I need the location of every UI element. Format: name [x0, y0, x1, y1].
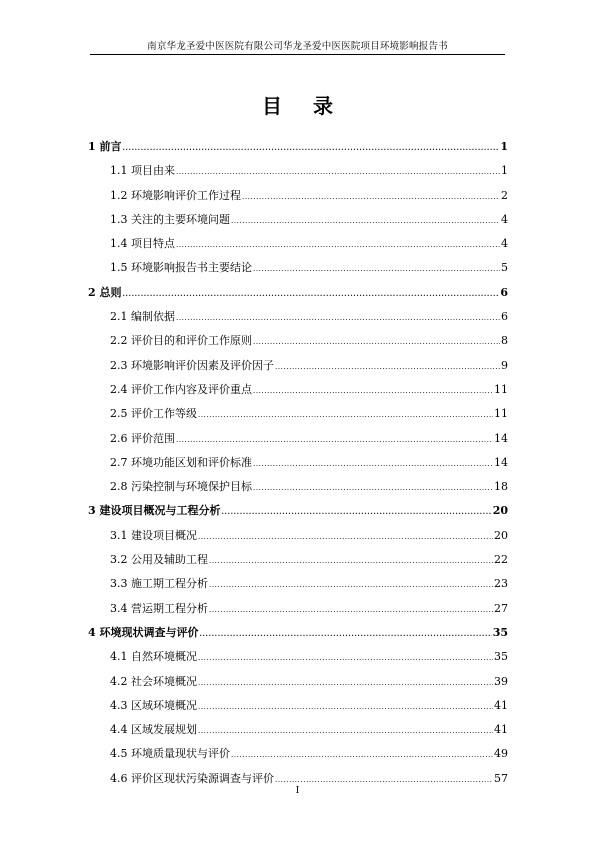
toc-dot-leader [209, 549, 493, 573]
toc-section-entry[interactable] [88, 742, 508, 766]
toc-entry-page: 41 [494, 698, 508, 712]
toc-dot-leader [176, 306, 500, 330]
toc-chapter-entry[interactable] [88, 135, 508, 159]
toc-dot-leader [231, 209, 500, 233]
toc-dot-leader [198, 403, 493, 427]
page-title: 目 录 [262, 94, 345, 118]
toc-entry-label: 2.5 评价工作等级 [110, 407, 197, 421]
toc-chapter-entry[interactable] [88, 621, 508, 645]
toc-section-entry[interactable] [88, 475, 508, 499]
toc-entry-label: 3 建设项目概况与工程分析 [88, 504, 221, 518]
toc-entry-page: 11 [494, 382, 508, 396]
toc-entry-label: 4.5 环境质量现状与评价 [110, 747, 230, 761]
toc-entry-label: 1 前言 [88, 140, 122, 153]
toc-section-entry[interactable] [88, 645, 508, 669]
toc-entry-label: 3.2 公用及辅助工程 [110, 553, 208, 567]
toc-entry-page: 2 [501, 188, 508, 202]
toc-entry-page: 4 [501, 237, 508, 251]
toc-section-entry[interactable] [88, 524, 508, 548]
toc-entry-page: 8 [501, 334, 508, 348]
toc-dot-leader [198, 719, 493, 743]
toc-entry-page: 27 [494, 601, 508, 615]
toc-section-entry[interactable] [88, 354, 508, 378]
toc-entry-label: 1.1 项目由来 [110, 164, 175, 178]
toc-entry-label: 3.4 营运期工程分析 [110, 601, 208, 615]
toc-dot-leader [198, 525, 493, 549]
toc-entry-page: 11 [494, 407, 508, 421]
toc-section-entry[interactable] [88, 159, 508, 183]
toc-entry-label: 2.7 环境功能区划和评价标准 [110, 455, 252, 469]
toc-entry-label: 2 总则 [88, 285, 122, 299]
toc-section-entry[interactable] [88, 378, 508, 402]
toc-section-entry[interactable] [88, 694, 508, 718]
toc-entry-label: 2.4 评价工作内容及评价重点 [110, 382, 252, 396]
toc-entry-page: 41 [494, 723, 508, 737]
toc-section-entry[interactable] [88, 572, 508, 596]
toc-entry-label: 2.3 环境影响评价因素及评价因子 [110, 358, 274, 372]
toc-entry-page: 49 [494, 747, 508, 761]
header-rule [90, 54, 505, 55]
running-header: 南京华龙圣爱中医医院有限公司华龙圣爱中医医院项目环境影响报告书 [147, 41, 448, 52]
toc-entry-page: 39 [494, 674, 508, 688]
toc-section-entry[interactable] [88, 718, 508, 742]
page-number: I [295, 786, 300, 796]
toc-dot-leader [253, 379, 493, 403]
toc-entry-page: 23 [494, 577, 508, 591]
toc-entry-label: 2.8 污染控制与环境保护目标 [110, 480, 252, 494]
toc-entry-page: 4 [501, 212, 508, 226]
toc-entry-page: 1 [500, 140, 508, 153]
toc-entry-page: 57 [494, 771, 508, 785]
toc-entry-label: 4.3 区域环境概况 [110, 698, 197, 712]
toc-section-entry[interactable] [88, 670, 508, 694]
toc-entry-page: 6 [501, 310, 508, 324]
toc-entry-label: 4.2 社会环境概况 [110, 674, 197, 688]
toc-section-entry[interactable] [88, 548, 508, 572]
toc-dot-leader [209, 598, 493, 622]
toc-entry-label: 1.3 关注的主要环境问题 [110, 212, 230, 226]
toc-chapter-entry[interactable] [88, 499, 508, 523]
toc-entry-page: 9 [501, 358, 508, 372]
toc-dot-leader [122, 282, 499, 306]
toc-dot-leader [122, 136, 499, 160]
toc-entry-label: 1.4 项目特点 [110, 237, 175, 251]
toc-dot-leader [199, 622, 491, 646]
toc-entry-label: 4 环境现状调查与评价 [88, 625, 199, 639]
toc-dot-leader [221, 500, 491, 524]
toc-entry-label: 4.4 区域发展规划 [110, 723, 197, 737]
toc-entry-page: 6 [500, 285, 508, 299]
toc-entry-page: 20 [494, 528, 508, 542]
toc-dot-leader [231, 743, 493, 767]
toc-dot-leader [275, 355, 500, 379]
toc-entry-page: 35 [494, 650, 508, 664]
toc-entry-page: 22 [494, 553, 508, 567]
toc-entry-label: 4.1 自然环境概况 [110, 650, 197, 664]
toc-section-entry[interactable] [88, 256, 508, 280]
toc-entry-label: 2.1 编制依据 [110, 310, 175, 324]
toc-dot-leader [176, 428, 493, 452]
toc-entry-label: 2.2 评价目的和评价工作原则 [110, 334, 252, 348]
toc-entry-page: 5 [501, 261, 508, 275]
toc-section-entry[interactable] [88, 597, 508, 621]
toc-entry-label: 3.3 施工期工程分析 [110, 577, 208, 591]
toc-section-entry[interactable] [88, 427, 508, 451]
toc-entry-label: 1.5 环境影响报告书主要结论 [110, 261, 252, 275]
toc-dot-leader [253, 476, 493, 500]
toc-entry-page: 1 [501, 164, 508, 178]
toc-chapter-entry[interactable] [88, 281, 508, 305]
toc-section-entry[interactable] [88, 305, 508, 329]
toc-section-entry[interactable] [88, 329, 508, 353]
toc-entry-label: 3.1 建设项目概况 [110, 528, 197, 542]
toc-dot-leader [253, 452, 493, 476]
toc-dot-leader [198, 671, 493, 695]
toc-entry-label: 2.6 评价范围 [110, 431, 175, 445]
toc-dot-leader [242, 185, 500, 209]
toc-dot-leader [209, 573, 493, 597]
toc-dot-leader [253, 330, 500, 354]
toc-section-entry[interactable] [88, 402, 508, 426]
toc-dot-leader [176, 160, 500, 184]
toc-entry-label: 4.6 评价区现状污染源调查与评价 [110, 771, 274, 785]
toc-entry-page: 35 [492, 625, 508, 639]
toc-dot-leader [253, 257, 500, 281]
toc-section-entry[interactable] [88, 232, 508, 256]
toc-dot-leader [176, 233, 500, 257]
toc-entry-page: 18 [494, 480, 508, 494]
toc-dot-leader [198, 695, 493, 719]
toc-entry-page: 20 [492, 504, 508, 518]
toc-entry-page: 14 [494, 431, 508, 445]
toc-entry-page: 14 [494, 455, 508, 469]
toc-section-entry[interactable] [88, 451, 508, 475]
toc-dot-leader [198, 646, 493, 670]
toc-section-entry[interactable] [88, 184, 508, 208]
toc-entry-label: 1.2 环境影响评价工作过程 [110, 188, 241, 202]
toc-section-entry[interactable] [88, 208, 508, 232]
table-of-contents [88, 135, 508, 791]
